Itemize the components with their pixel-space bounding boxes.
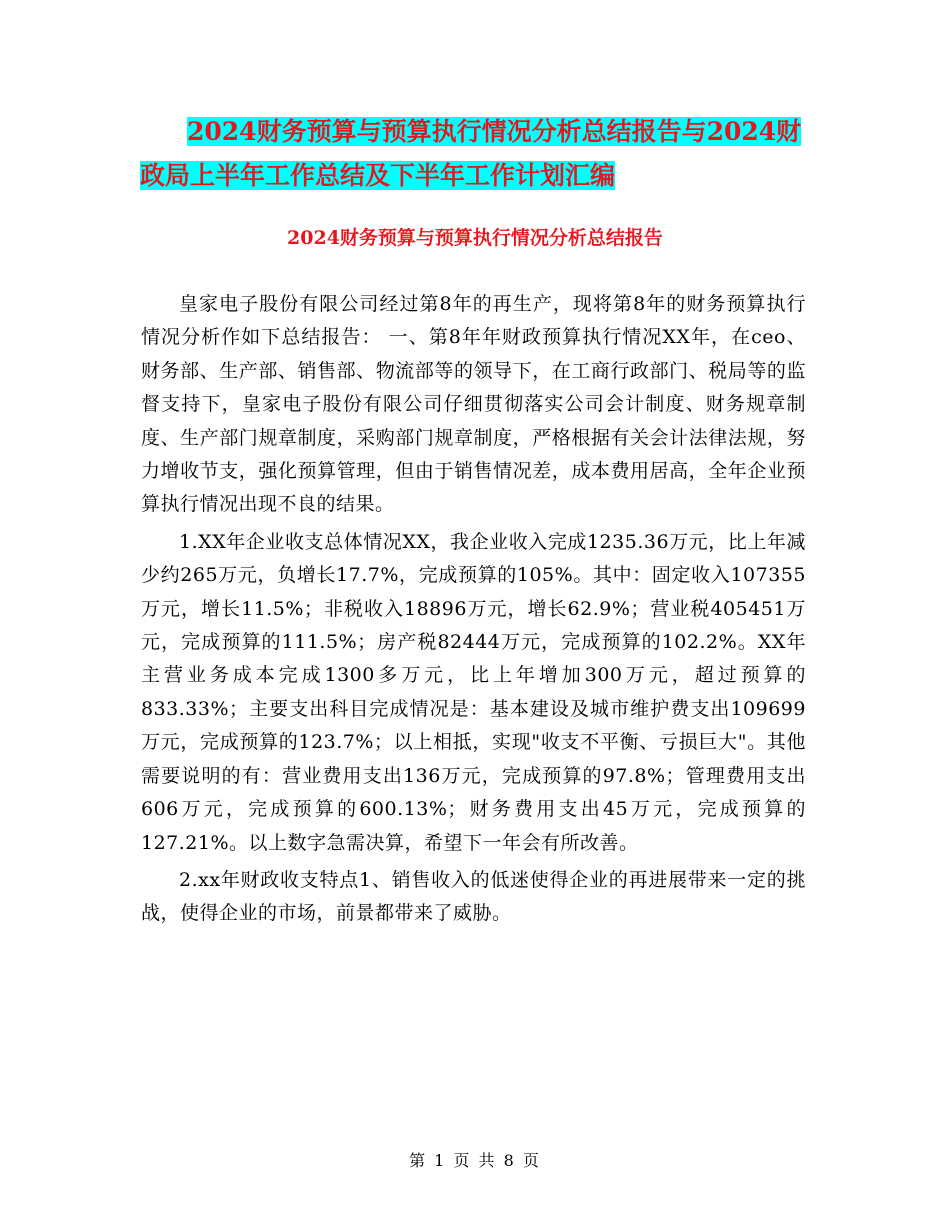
title-line-2: 政局上半年工作总结及下半年工作计划汇编 bbox=[140, 161, 616, 190]
body-text bbox=[141, 288, 806, 935]
paragraph-2: 1.XX年企业收支总体情况XX，我企业收入完成1235.36万元，比上年减少约265万元，负增长17.7%，完成预算的105%。其中：固定收入107355万元，增长11.5%；非税收入18896万元，增长62.9%；营业税405451万元，完成预算的111.5%；房产税82444万元，完成预算的102.2%。XX年主营业务成本完成1300多万元，比上年增加300万元，超过预算的833.33%；主要支出科目完成情况是：基本建设及城市维护费支出109699万元，完成预算的123.7%；以上相抵，实现"收支不平衡、亏损巨大"。其他需要说明的有：营业费用支出136万元，完成预算的97.8%；管理费用支出606万元，完成预算的600.13%；财务费用支出45万元，完成预算的127.21%。以上数字急需决算，希望下一年会有所改善。 bbox=[141, 530, 806, 854]
title-line-1: 2024财务预算与预算执行情况分析总结报告与2024财 bbox=[187, 117, 802, 146]
section-title: 2024财务预算与预算执行情况分析总结报告 bbox=[287, 227, 663, 249]
page-footer: 第 1 页 共 8 页 bbox=[409, 1151, 541, 1170]
paragraph-1: 皇家电子股份有限公司经过第8年的再生产，现将第8年的财务预算执行情况分析作如下总结报告： 一、第8年年财政预算执行情况XX年，在ceo、财务部、生产部、销售部、物流部等的领导下，在工商行政部门、税局等的监督支持下，皇家电子股份有限公司仔细贯彻落实公司会计制度、财务规章制度、生产部门规章制度，采购部门规章制度，严格根据有关会计法律法规，努力增收节支，强化预算管理，但由于销售情况差，成本费用居高，全年企业预算执行情况出现不良的结果。 bbox=[141, 293, 806, 516]
paragraph-3: 2.xx年财政收支特点1、销售收入的低迷使得企业的再进展带来一定的挑战，使得企业的市场，前景都带来了威胁。 bbox=[141, 868, 806, 925]
document-title bbox=[140, 110, 840, 198]
